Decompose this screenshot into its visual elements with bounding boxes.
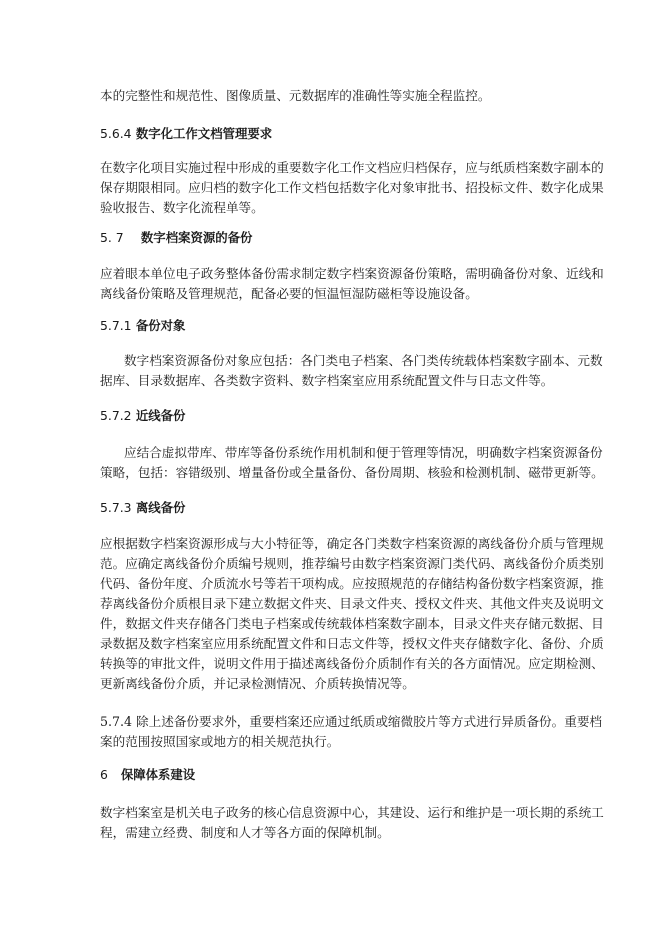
text-line: 应着眼本单位电子政务整体备份需求制定数字档案资源备份策略，需明确备份对象、近线和 xyxy=(100,266,604,281)
section-title: 备份对象 xyxy=(135,318,186,333)
paragraph-5-7-2-cont xyxy=(100,463,604,483)
text-line: 荐离线备份介质根目录下建立数据文件夹、目录文件夹、授权文件夹、其他文件夹及说明文 xyxy=(100,596,604,611)
heading-5-7-2 xyxy=(100,406,570,426)
text-line: 本的完整性和规范性、图像质量、元数据库的准确性等实施全程监控。 xyxy=(100,88,491,103)
section-number: 5.7.1 xyxy=(100,318,132,333)
section-title: 保障体系建设 xyxy=(120,767,196,782)
paragraph-5-7 xyxy=(100,264,604,304)
text-line: 验收报告、数字化流程单等。 xyxy=(100,200,264,215)
paragraph-5-7-1 xyxy=(100,351,603,371)
heading-5-6-4 xyxy=(100,124,570,144)
section-number: 5.7.3 xyxy=(100,500,132,515)
text-line: 据库、目录数据库、各类数字资料、数字档案室应用系统配置文件与日志文件等。 xyxy=(100,373,554,388)
paragraph-continuation xyxy=(100,86,570,106)
text-line: 件，数据文件夹存储各门类电子档案或传统载体档案数字副本，目录文件夹存储元数据、目 xyxy=(100,616,604,631)
paragraph-5-7-2 xyxy=(100,443,603,463)
section-title: 数字档案资源的备份 xyxy=(140,230,253,245)
section-number: 5.6.4 xyxy=(100,126,132,141)
section-number: 5.7.2 xyxy=(100,408,132,423)
heading-5-7-3 xyxy=(100,498,570,518)
text-line: 数字档案资源备份对象应包括：各门类电子档案、各门类传统载体档案数字副本、元数 xyxy=(124,353,603,368)
section-number: 6 xyxy=(100,767,108,782)
text-line: 录数据及数字档案室应用系统配置文件和日志文件等，授权文件夹存储数字化、备份、介质 xyxy=(100,636,604,651)
paragraph-5-7-1-cont xyxy=(100,371,570,391)
paragraph-5-7-3 xyxy=(100,534,604,694)
text-line: 转换等的审批文件，说明文件用于描述离线备份介质制作有关的各方面情况。应定期检测、 xyxy=(100,656,604,671)
text-line: 数字档案室是机关电子政务的核心信息资源中心，其建设、运行和维护是一项长期的系统工 xyxy=(100,805,604,820)
text-line: 在数字化项目实施过程中形成的重要数字化工作文档应归档保存，应与纸质档案数字副本的 xyxy=(100,160,604,175)
heading-5-7 xyxy=(100,228,570,248)
heading-5-7-1 xyxy=(100,316,570,336)
section-number: 5. 7 xyxy=(100,230,124,245)
text-line: 保存期限相同。应归档的数字化工作文档包括数字化对象审批书、招投标文件、数字化成果 xyxy=(100,180,604,195)
section-title: 数字化工作文档管理要求 xyxy=(135,126,273,141)
text-line: 代码、备份年度、介质流水号等若干项构成。应按照规范的存储结构备份数字档案资源，推 xyxy=(100,576,604,591)
paragraph-5-6-4 xyxy=(100,158,604,218)
section-title: 近线备份 xyxy=(135,408,186,423)
text-line: 程，需建立经费、制度和人才等各方面的保障机制。 xyxy=(100,825,390,840)
paragraph-6 xyxy=(100,803,604,843)
text-line: 离线备份策略及管理规范，配备必要的恒温恒湿防磁柜等设施设备。 xyxy=(100,286,478,301)
text-line: 案的范围按照国家或地方的相关规范执行。 xyxy=(100,734,340,749)
text-line: 应根据数字档案资源形成与大小特征等，确定各门类数字档案资源的离线备份介质与管理规 xyxy=(100,536,604,551)
section-title: 离线备份 xyxy=(135,500,186,515)
text-line: 5.7.4 除上述备份要求外，重要档案还应通过纸质或缩微胶片等方式进行异质备份。重要档 xyxy=(100,714,603,729)
paragraph-5-7-4 xyxy=(100,712,603,752)
text-line: 策略，包括：容错级别、增量备份或全量备份、备份周期、核验和检测机制、磁带更新等。 xyxy=(100,465,604,480)
heading-6 xyxy=(100,765,570,785)
text-line: 范。应确定离线备份介质编号规则，推荐编号由数字档案资源门类代码、离线备份介质类别 xyxy=(100,556,604,571)
text-line: 更新离线备份介质，并记录检测情况、介质转换情况等。 xyxy=(100,676,415,691)
text-line: 应结合虚拟带库、带库等备份系统作用机制和便于管理等情况，明确数字档案资源备份 xyxy=(124,445,603,460)
